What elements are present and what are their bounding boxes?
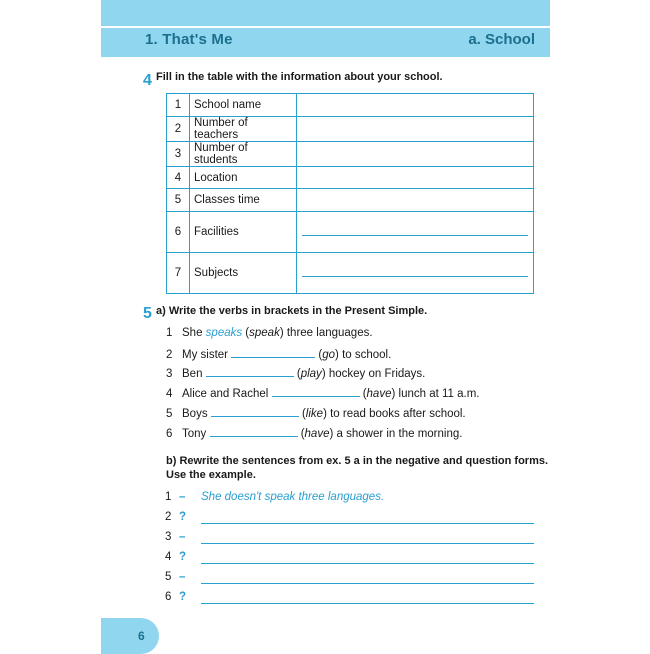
item-number: 6: [165, 591, 172, 603]
row-label: Location: [190, 167, 297, 189]
example-answer: She doesn't speak three languages.: [201, 491, 385, 503]
sentence-6: 6 Tony (have) a shower in the morning.: [166, 428, 463, 440]
item-number: 2: [166, 349, 173, 361]
question-mark: ?: [179, 551, 187, 563]
item-number: 1: [166, 327, 173, 339]
sentence-2: 2 My sister (go) to school.: [166, 349, 392, 361]
subjects-field[interactable]: [297, 253, 534, 294]
row-number: 3: [167, 142, 190, 167]
school-info-table: [166, 93, 534, 294]
row-label: Facilities: [190, 212, 297, 253]
lesson-title: a. School: [468, 31, 535, 48]
exercise-5a-title: a) Write the verbs in brackets in the Present Simple.: [156, 305, 428, 317]
sentence-end: a shower in the morning.: [333, 428, 463, 440]
students-field[interactable]: [297, 142, 534, 167]
header-band: [101, 0, 550, 57]
table-row: [167, 189, 534, 212]
sentence-3: 3 Ben (play) hockey on Fridays.: [166, 368, 426, 380]
row-number: 5: [167, 189, 190, 212]
row-number: 7: [167, 253, 190, 294]
verb-hint: speak: [249, 327, 280, 339]
sentence-end: hockey on Fridays.: [325, 368, 426, 380]
verb-hint: like: [305, 408, 324, 420]
negative-mark: –: [179, 571, 186, 583]
rewrite-row-1: [165, 491, 384, 506]
sentence-end: to school.: [338, 349, 392, 361]
rewrite-row-4: [165, 551, 201, 566]
sentence-start: Ben: [182, 368, 206, 380]
verb-hint: have: [304, 428, 330, 440]
sentence-start: My sister: [182, 349, 232, 361]
sentence-end: lunch at 11 a.m.: [395, 388, 480, 400]
item-number: 5: [165, 571, 172, 583]
exercise-5-number: 5: [143, 305, 152, 322]
rewrite-row-2: [165, 511, 201, 526]
exercise-4-number: 4: [143, 72, 152, 89]
answer-line-4[interactable]: [201, 563, 534, 564]
sentence-1: 1 She speaks (speak) three languages.: [166, 327, 373, 339]
row-label: Number of students: [190, 142, 297, 167]
question-mark: ?: [179, 591, 187, 603]
sentence-4: 4 Alice and Rachel (have) lunch at 11 a.m.: [166, 388, 480, 400]
item-number: 4: [165, 551, 172, 563]
answer-blank[interactable]: [272, 386, 360, 397]
sentence-start: Alice and Rachel: [182, 388, 272, 400]
row-number: 1: [167, 94, 190, 117]
exercise-4-title: Fill in the table with the information about your school.: [156, 71, 443, 83]
row-number: 2: [167, 117, 190, 142]
classes-time-field[interactable]: [297, 189, 534, 212]
verb-hint: have: [366, 388, 392, 400]
sentence-start: Tony: [182, 428, 210, 440]
sentence-end: to read books after school.: [326, 408, 466, 420]
teachers-field[interactable]: [297, 117, 534, 142]
answer-line-3[interactable]: [201, 543, 534, 544]
verb-hint: play: [300, 368, 322, 380]
negative-mark: –: [179, 531, 186, 543]
sentence-end: three languages.: [283, 327, 373, 339]
exercise-5b-title-line1: b) Rewrite the sentences from ex. 5 a in the negative and question forms.: [166, 455, 549, 467]
question-mark: ?: [179, 511, 187, 523]
item-number: 3: [165, 531, 172, 543]
table-row: [167, 94, 534, 117]
item-number: 2: [165, 511, 172, 523]
answer-blank[interactable]: [211, 406, 299, 417]
row-label: Number of teachers: [190, 117, 297, 142]
location-field[interactable]: [297, 167, 534, 189]
table-row: [167, 142, 534, 167]
school-name-field[interactable]: [297, 94, 534, 117]
rewrite-row-5: [165, 571, 201, 586]
answer-blank[interactable]: [206, 366, 294, 377]
exercise-5b-title-line2: Use the example.: [166, 469, 256, 481]
writing-line: [302, 276, 528, 277]
header-divider: [101, 26, 550, 28]
verb-hint: go: [322, 349, 336, 361]
writing-line: [302, 235, 528, 236]
rewrite-row-6: [165, 591, 201, 606]
table-row: [167, 167, 534, 189]
table-row: [167, 253, 534, 294]
row-number: 6: [167, 212, 190, 253]
row-label: School name: [190, 94, 297, 117]
item-number: 1: [165, 491, 172, 503]
answer-line-2[interactable]: [201, 523, 534, 524]
item-number: 3: [166, 368, 173, 380]
row-label: Subjects: [190, 253, 297, 294]
negative-mark: –: [179, 491, 186, 503]
item-number: 5: [166, 408, 173, 420]
sentence-5: 5 Boys (like) to read books after school.: [166, 408, 466, 420]
sentence-start: She: [182, 327, 206, 339]
sentence-start: Boys: [182, 408, 211, 420]
rewrite-row-3: [165, 531, 201, 546]
table-row: [167, 212, 534, 253]
answer-blank[interactable]: [231, 347, 315, 358]
unit-title: 1. That's Me: [145, 31, 233, 48]
table-row: [167, 117, 534, 142]
item-number: 6: [166, 428, 173, 440]
row-number: 4: [167, 167, 190, 189]
answer-line-5[interactable]: [201, 583, 534, 584]
answer-line-6[interactable]: [201, 603, 534, 604]
example-answer: speaks: [205, 327, 243, 339]
page-number: 6: [138, 629, 145, 643]
item-number: 4: [166, 388, 173, 400]
row-label: Classes time: [190, 189, 297, 212]
facilities-field[interactable]: [297, 212, 534, 253]
page-number-tab: [101, 618, 159, 654]
answer-blank[interactable]: [210, 426, 298, 437]
